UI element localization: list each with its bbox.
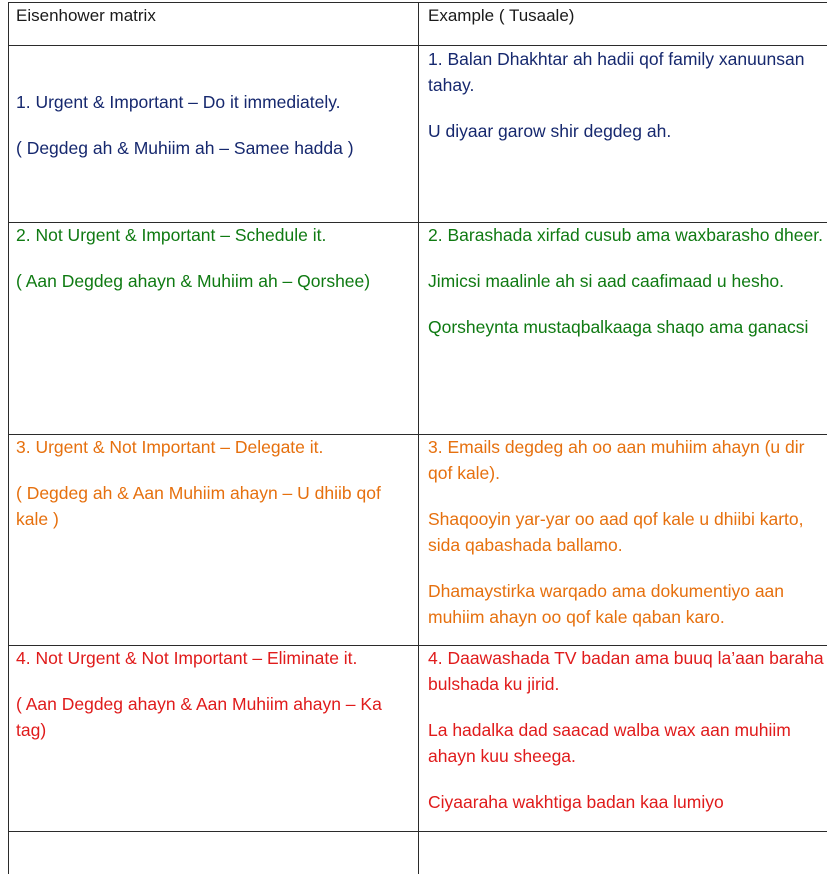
row-2-right-cell [428, 222, 824, 340]
row-4-right-cell [428, 645, 824, 815]
row-3-title: 3. Urgent & Not Important – Delegate it. [16, 437, 324, 457]
row-2-left-cell [16, 222, 414, 294]
empty-row-right-cell [419, 832, 827, 874]
row-1-right-cell [428, 46, 824, 144]
row-3-example-3: Dhamaystirka warqado ama dokumentiyo aan muhiim ahayn oo qof kale qaban karo. [428, 581, 785, 627]
table-border-left [8, 2, 9, 874]
row-4-example-2: La hadalka dad saacad walba wax aan muhiim ahayn kuu sheega. [428, 720, 791, 766]
row-3-example-1: 3. Emails degdeg ah oo aan muhiim ahayn (u dir qof kale). [428, 437, 805, 483]
empty-row-left-cell [9, 832, 418, 874]
row-4-title: 4. Not Urgent & Not Important – Eliminate it. [16, 648, 358, 668]
row-4-left-cell [16, 645, 414, 743]
row-1-example-2: U diyaar garow shir degdeg ah. [428, 121, 672, 141]
row-2-example-3: Qorsheynta mustaqbalkaaga shaqo ama ganacsi [428, 317, 809, 337]
row-3-somali-title: ( Degdeg ah & Aan Muhiim ahayn – U dhiib qof kale ) [16, 483, 381, 529]
row-4-example-3: Ciyaaraha wakhtiga badan kaa lumiyo [428, 792, 724, 812]
row-1-example-1: 1. Balan Dhakhtar ah hadii qof family xanuunsan tahay. [428, 49, 805, 95]
column-divider [418, 2, 419, 874]
header-cell-right [428, 6, 824, 26]
row-1-somali-title: ( Degdeg ah & Muhiim ah – Samee hadda ) [16, 138, 354, 158]
row-2-somali-title: ( Aan Degdeg ahayn & Muhiim ah – Qorshee) [16, 271, 371, 291]
row-2-example-1: 2. Barashada xirfad cusub ama waxbarasho dheer. [428, 225, 823, 245]
row-4-somali-title: ( Aan Degdeg ahayn & Aan Muhiim ahayn – Ka tag) [16, 694, 382, 740]
row-2-title: 2. Not Urgent & Important – Schedule it. [16, 225, 327, 245]
row-4-example-1: 4. Daawashada TV badan ama buuq la’aan baraha bulshada ku jirid. [428, 648, 824, 694]
header-left-label: Eisenhower matrix [16, 6, 156, 25]
header-right-label: Example ( Tusaale) [428, 6, 575, 25]
row-1-left-cell [16, 89, 414, 161]
row-1-title: 1. Urgent & Important – Do it immediately. [16, 92, 341, 112]
row-3-example-2: Shaqooyin yar-yar oo aad qof kale u dhiibi karto, sida qabashada ballamo. [428, 509, 804, 555]
header-cell-left [16, 6, 412, 26]
row-2-example-2: Jimicsi maalinle ah si aad caafimaad u hesho. [428, 271, 785, 291]
row-3-right-cell [428, 434, 824, 630]
row-3-left-cell [16, 434, 414, 532]
